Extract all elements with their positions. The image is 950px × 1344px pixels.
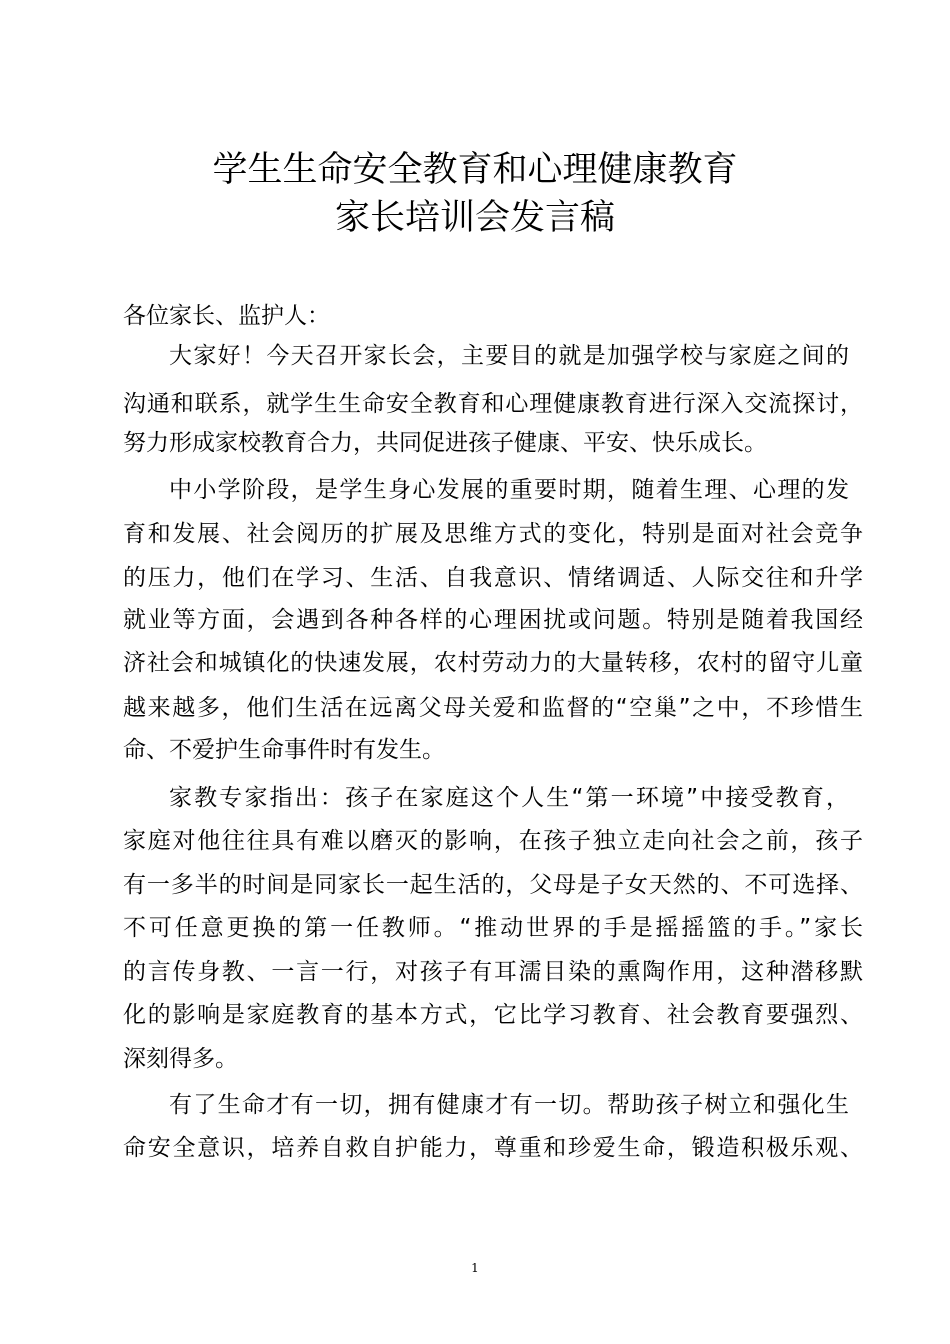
document-title-line2: 家长培训会发言稿 (334, 198, 615, 238)
paragraph-line: 大家好！今天召开家长会，主要目的就是加强学校与家庭之间的 (169, 343, 849, 369)
paragraph-line: 努力形成家校教育合力，共同促进孩子健康、平安、快乐成长。 (123, 430, 767, 456)
paragraph-line: 家庭对他往往具有难以磨灭的影响，在孩子独立走向社会之前，孩子 (123, 828, 863, 854)
paragraph-line: 的言传身教、一言一行，对孩子有耳濡目染的熏陶作用，这种潜移默 (123, 959, 863, 985)
paragraph-line: 就业等方面，会遇到各种各样的心理困扰或问题。特别是随着我国经 (123, 607, 863, 633)
paragraph-line: 中小学阶段，是学生身心发展的重要时期，随着生理、心理的发 (169, 477, 849, 503)
paragraph-line: 育和发展、社会阅历的扩展及思维方式的变化，特别是面对社会竞争 (123, 521, 863, 547)
paragraph-line: 有了生命才有一切，拥有健康才有一切。帮助孩子树立和强化生 (169, 1092, 849, 1118)
paragraph-line: 家教专家指出：孩子在家庭这个人生“第一环境”中接受教育， (169, 785, 849, 811)
paragraph-line: 深刻得多。 (123, 1046, 238, 1072)
document-title-line1: 学生生命安全教育和心理健康教育 (212, 150, 738, 190)
paragraph-line: 沟通和联系，就学生生命安全教育和心理健康教育进行深入交流探讨， (123, 391, 863, 417)
paragraph-line: 命、不爱护生命事件时有发生。 (123, 737, 445, 763)
paragraph-line: 的压力，他们在学习、生活、自我意识、情绪调适、人际交往和升学 (123, 565, 863, 591)
paragraph-line: 济社会和城镇化的快速发展，农村劳动力的大量转移，农村的留守儿童 (123, 650, 863, 676)
paragraph-line: 有一多半的时间是同家长一起生活的，父母是子女天然的、不可选择、 (123, 872, 863, 898)
paragraph-line: 化的影响是家庭教育的基本方式，它比学习教育、社会教育要强烈、 (123, 1002, 863, 1028)
salutation: 各位家长、监护人： (123, 303, 330, 329)
paragraph-line: 命安全意识，培养自救自护能力，尊重和珍爱生命，锻造积极乐观、 (123, 1135, 863, 1161)
paragraph-line: 越来越多，他们生活在远离父母关爱和监督的“空巢”之中，不珍惜生 (123, 695, 863, 721)
paragraph-line: 不可任意更换的第一任教师。“推动世界的手是摇摇篮的手。”家长 (123, 915, 863, 941)
page-number: 1 (471, 1261, 479, 1275)
